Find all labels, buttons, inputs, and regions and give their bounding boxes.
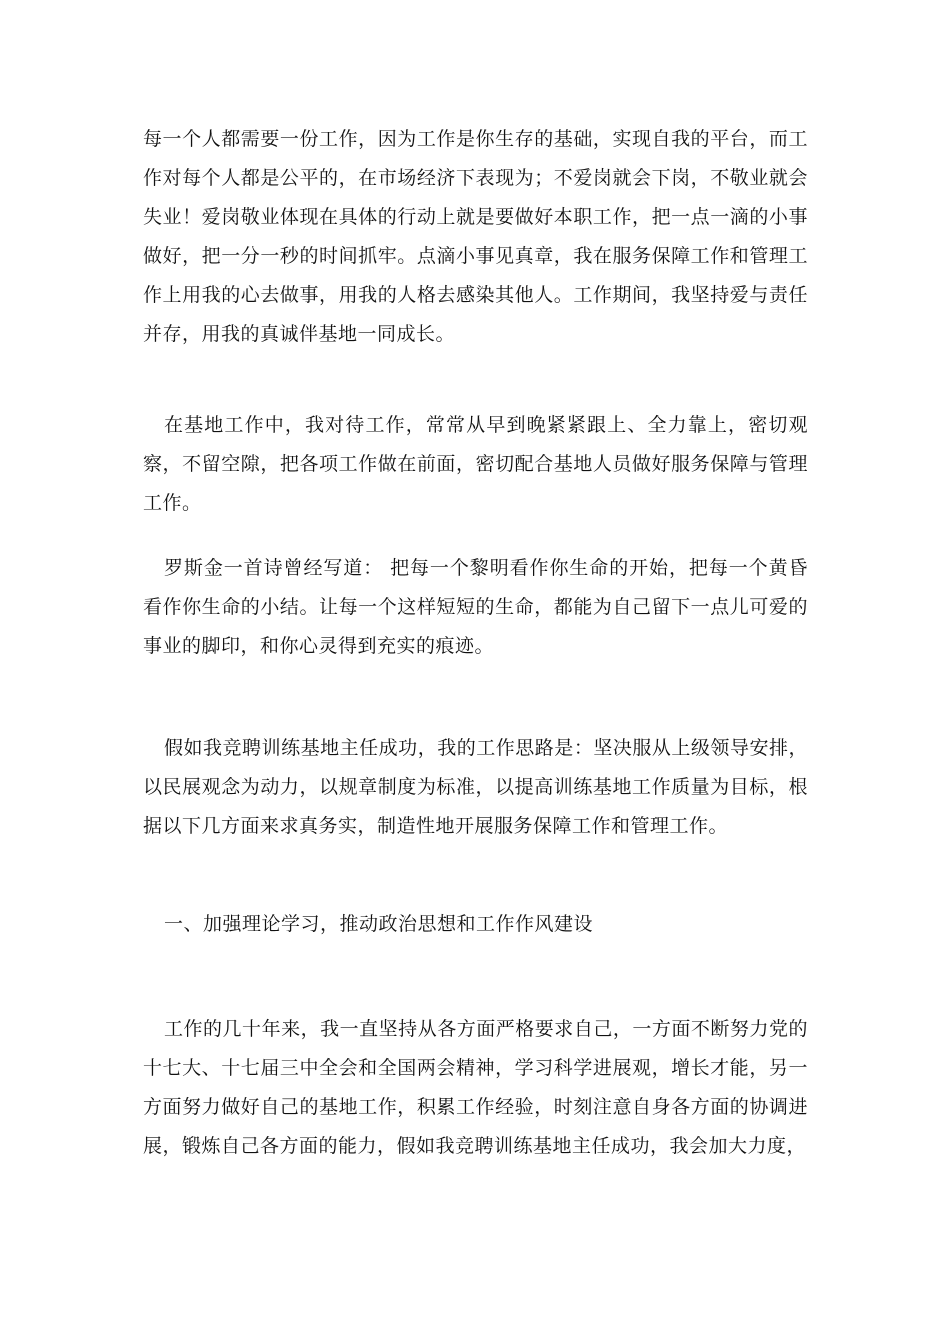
paragraph-3: 罗斯金一首诗曾经写道： 把每一个黎明看作你生命的开始，把每一个黄昏看作你生命的小结。让每一个这样短短的生命，都能为自己留下一点儿可爱的事业的脚印，和你心灵得到充实的痕迹。 [143, 557, 808, 657]
paragraph-5: 工作的几十年来，我一直坚持从各方面严格要求自己，一方面不断努力党的十七大、十七届三中全会和全国两会精神，学习科学进展观，增长才能，另一方面努力做好自己的基地工作，积累工作经验，时刻注意自身各方面的协调进展，锻炼自己各方面的能力，假如我竞聘训练基地主任成功，我会加大力度， [143, 1018, 808, 1157]
paragraph-4: 假如我竞聘训练基地主任成功，我的工作思路是：坚决服从上级领导安排，以民展观念为动力，以规章制度为标准，以提高训练基地工作质量为目标，根据以下几方面来求真务实，制造性地开展服务保障工作和管理工作。 [143, 737, 808, 837]
paragraph-2: 在基地工作中，我对待工作，常常从早到晚紧紧跟上、全力靠上，密切观察，不留空隙，把各项工作做在前面，密切配合基地人员做好服务保障与管理工作。 [143, 414, 808, 514]
paragraph-1: 每一个人都需要一份工作，因为工作是你生存的基础，实现自我的平台，而工作对每个人都是公平的，在市场经济下表现为；不爱岗就会下岗，不敬业就会失业！爱岗敬业体现在具体的行动上就是要做好本职工作，把一点一滴的小事做好，把一分一秒的时间抓牢。点滴小事见真章，我在服务保障工作和管理工作上用我的心去做事，用我的人格去感染其他人。工作期间，我坚持爱与责任并存，用我的真诚伴基地一同成长。 [143, 128, 808, 345]
section-heading: 一、加强理论学习，推动政治思想和工作作风建设 [164, 913, 594, 935]
